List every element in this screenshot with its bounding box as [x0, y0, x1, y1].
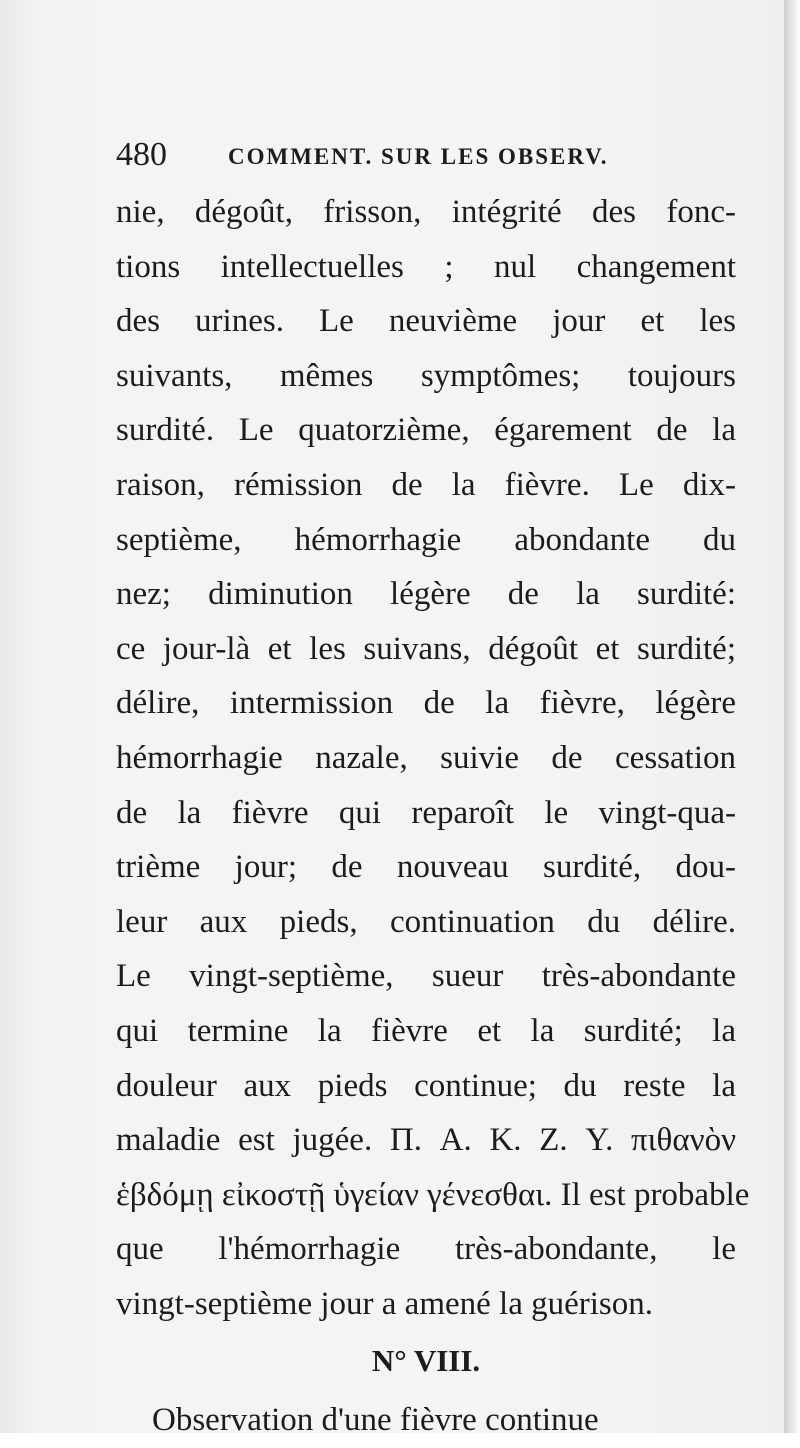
text-line: ce jour-là et les suivans, dégoût et surdité;: [116, 630, 736, 667]
page-header: [116, 135, 756, 175]
text-line: leur aux pieds, continuation du délire.: [116, 903, 736, 940]
text-line: nez; diminution légère de la surdité:: [116, 576, 736, 613]
text-line: Le vingt-septième, sueur très-abondante: [116, 958, 736, 995]
text-line: que l'hémorrhagie très-abondante, le: [116, 1231, 736, 1268]
text-line: raison, rémission de la fièvre. Le dix-: [116, 466, 736, 503]
text-line: douleur aux pieds continue; du reste la: [116, 1067, 736, 1104]
body-text: [116, 185, 750, 1448]
running-title: COMMENT. SUR LES OBSERV.: [228, 144, 609, 169]
text-line: septième, hémorrhagie abondante du: [116, 521, 736, 558]
text-line: vingt-septième jour a amené la guérison.: [116, 1285, 653, 1322]
page-edge: [784, 0, 800, 1433]
text-line: maladie est jugée. Π. A. K. Z. Υ. πιθανὸν: [116, 1122, 736, 1159]
text-line: délire, intermission de la fièvre, légère: [116, 685, 736, 722]
text-line: des urines. Le neuvième jour et les: [116, 303, 736, 340]
observation-title: Observation d'une fièvre continue: [152, 1402, 599, 1439]
section-heading: N° VIII.: [371, 1343, 481, 1379]
text-line: de la fièvre qui reparoît le vingt-qua-: [116, 794, 736, 831]
text-line: surdité. Le quatorzième, égarement de la: [116, 412, 736, 449]
text-line: hémorrhagie nazale, suivie de cessation: [116, 739, 736, 776]
text-line: qui termine la fièvre et la surdité; la: [116, 1012, 736, 1049]
text-line: suivants, mêmes symptômes; toujours: [116, 357, 736, 394]
page-number: 480: [116, 136, 167, 173]
text-line: ἑβδόμῃ εἰκοστῇ ὑγείαν γένεσθαι. Il est probable: [116, 1176, 750, 1213]
text-line: trième jour; de nouveau surdité, dou-: [116, 849, 736, 886]
text-line: nie, dégoût, frisson, intégrité des fonc-: [116, 194, 736, 230]
text-line: tions intellectuelles ; nul changement: [116, 248, 736, 285]
